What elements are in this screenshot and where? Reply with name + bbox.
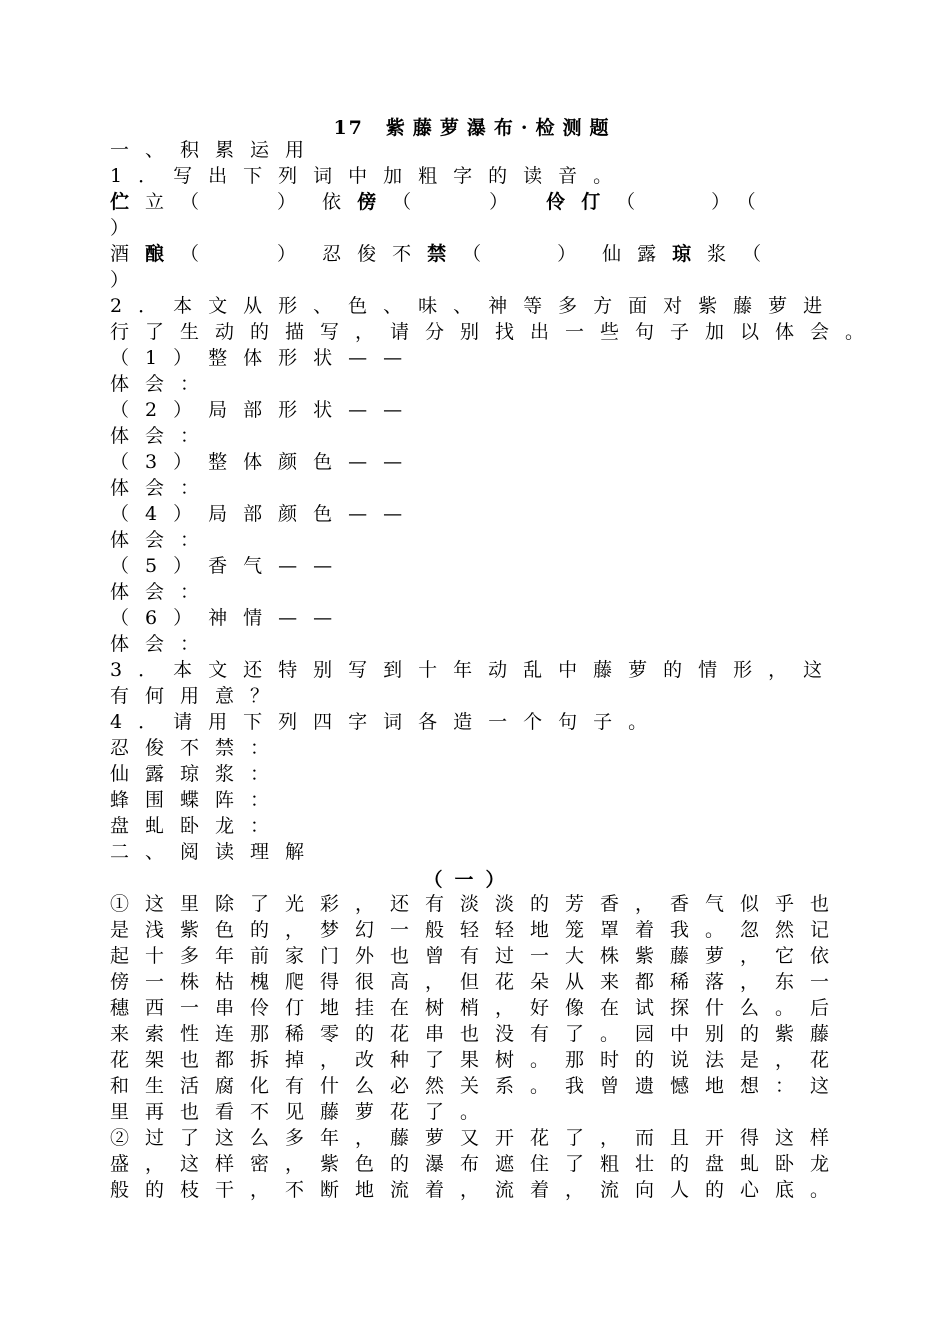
q1-row1-item1: 伫立（ (110, 191, 216, 213)
title-number: 17 (333, 117, 364, 139)
q4-prompt: 4．请用下列四字词各造一个句子。 (110, 711, 664, 733)
q1-prompt: 1．写出下列词中加粗字的读音。 (110, 165, 629, 187)
para1-line2: 是浅紫色的，梦幻一般轻轻地笼罩着我。忽然记 (110, 919, 846, 941)
q2-item5-note: 体会： (110, 581, 216, 603)
section1-heading: 一、积累运用 (110, 139, 321, 161)
para1-line7: 花架也都拆掉，改种了果树。那时的说法是，花 (110, 1049, 846, 1071)
section2-heading: 二、阅读理解 (110, 841, 321, 863)
q2-item4-note: 体会： (110, 529, 216, 551)
para1-line5: 穗西一串伶仃地挂在树梢，好像在试探什么。后 (110, 997, 846, 1019)
para1-line3: 起十多年前家门外也曾有过一大株紫藤萝，它依 (110, 945, 846, 967)
para1-line4: 傍一株枯槐爬得很高，但花朵从来都稀落，东一 (110, 971, 846, 993)
q1-row2-item1: 酒酿（ (110, 243, 216, 265)
para1-line6: 来索性连那稀零的花串也没有了。园中别的紫藤 (110, 1023, 846, 1045)
q2-item6-label: （6）神情—— (110, 607, 349, 629)
reading-part-label: （一） (423, 869, 517, 891)
q1-row1-wrap: ） (110, 217, 146, 239)
q1-row1-item3: 伶仃（ (546, 191, 652, 213)
q2-item2-note: 体会： (110, 425, 216, 447)
q3-line1: 3．本文还特别写到十年动乱中藤萝的情形，这 (110, 659, 839, 681)
q2-item2-label: （2）局部形状—— (110, 399, 419, 421)
q4-word1: 忍俊不禁： (110, 737, 286, 759)
q1-row2-item2: 忍俊不禁（ (322, 243, 498, 265)
para2-line3: 般的枝干，不断地流着，流着，流向人的心底。 (110, 1179, 846, 1201)
q1-row2-wrap: ） (110, 269, 146, 291)
q2-line2: 行了生动的描写，请分别找出一些句子加以体会。 (110, 321, 881, 343)
q4-word3: 蜂围蝶阵： (110, 789, 286, 811)
para2-line2: 盛，这样密，紫色的瀑布遮住了粗壮的盘虬卧龙 (110, 1153, 846, 1175)
para1-line9: 里再也看不见藤萝花了。 (110, 1101, 496, 1123)
q1-row2-item3: 仙露琼浆（ (602, 243, 778, 265)
title-text: 紫藤萝瀑布·检测题 (385, 117, 617, 139)
q3-line2: 有何用意？ (110, 685, 286, 707)
para2-line1: ②过了这么多年，藤萝又开花了，而且开得这样 (110, 1127, 846, 1149)
para1-line1: ①这里除了光彩，还有淡淡的芳香，香气似乎也 (110, 893, 846, 915)
q2-item1-label: （1）整体形状—— (110, 347, 419, 369)
q2-line1: 2．本文从形、色、味、神等多方面对紫藤萝进 (110, 295, 839, 317)
q2-item6-note: 体会： (110, 633, 216, 655)
q2-item3-label: （3）整体颜色—— (110, 451, 419, 473)
q2-item5-label: （5）香气—— (110, 555, 349, 577)
q4-word2: 仙露琼浆： (110, 763, 286, 785)
para1-line8: 和生活腐化有什么必然关系。我曾遗憾地想：这 (110, 1075, 846, 1097)
q2-item3-note: 体会： (110, 477, 216, 499)
q1-row2: 酒酿（ ） 忍俊不禁（ ） 仙露琼浆（ (110, 243, 778, 265)
q4-word4: 盘虬卧龙： (110, 815, 286, 837)
q2-item4-label: （4）局部颜色—— (110, 503, 419, 525)
q1-row1: 伫立（ ） 依傍（ ） 伶仃（ ）（ (110, 191, 772, 213)
q1-row1-item2: 依傍（ (322, 191, 428, 213)
q2-item1-note: 体会： (110, 373, 216, 395)
page-title (0, 113, 950, 140)
